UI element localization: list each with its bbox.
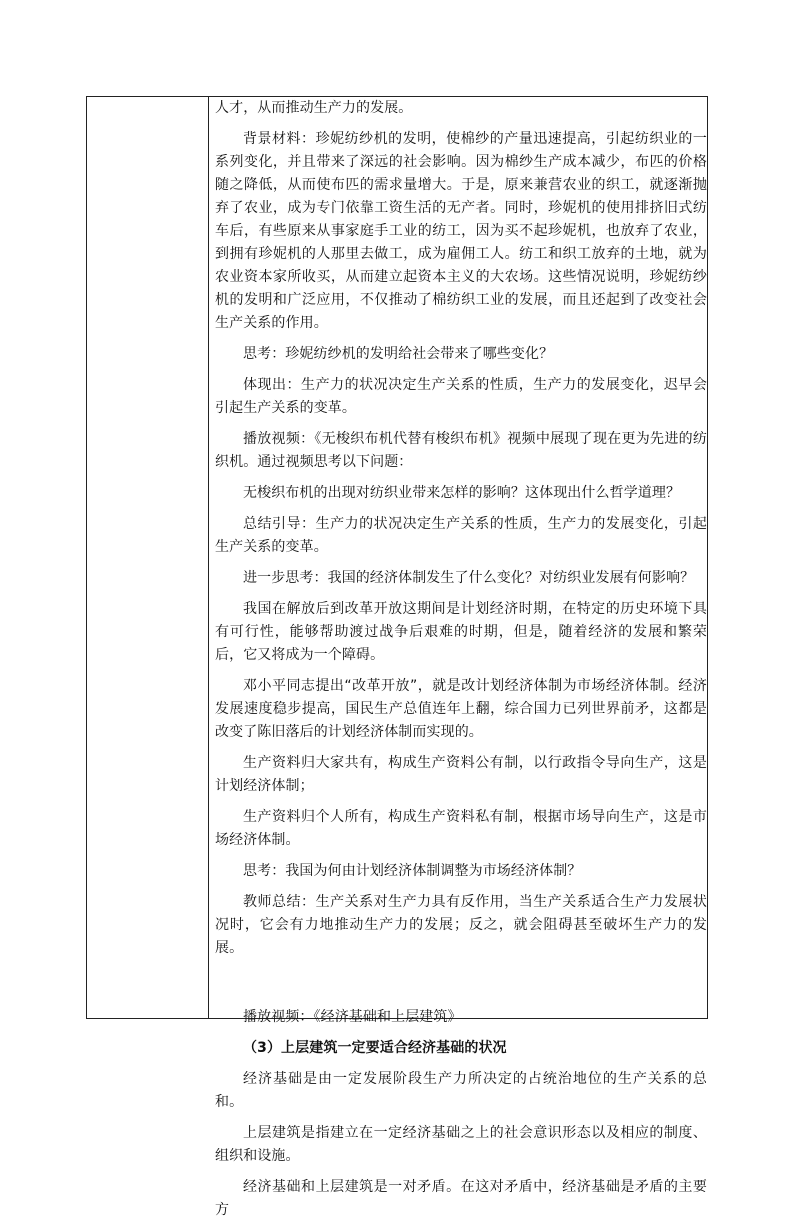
paragraph: 我国在解放后到改革开放这期间是计划经济时期，在特定的历史环境下具有可行性，能够帮助渡过战争后艰难的时期，但是，随着经济的发展和繁荣后，它又将成为一个障碍。 <box>215 601 707 663</box>
column-divider <box>208 97 209 1018</box>
paragraph: 思考：我国为何由计划经济体制调整为市场经济体制？ <box>243 863 582 879</box>
paragraph: 无梭织布机的出现对纺织业带来怎样的影响？这体现出什么哲学道理？ <box>243 485 681 501</box>
paragraph: 体现出：生产力的状况决定生产关系的性质，生产力的发展变化，迟早会引起生产关系的变革。 <box>215 377 707 416</box>
paragraph: 教师总结：生产关系对生产力具有反作用，当生产关系适合生产力发展状况时，它会有力地推动生产力的发展；反之，就会阻碍甚至破坏生产力的发展。 <box>215 894 707 956</box>
paragraph: 背景材料：珍妮纺纱机的发明，使棉纱的产量迅速提高，引起纺织业的一系列变化，并且带来了深远的社会影响。因为棉纱生产成本减少，布匹的价格随之降低，从而使布匹的需求量增大。于是，原来兼营农业的织工，就逐渐抛弃了农业，成为专门依靠工资生活的无产者。同时，珍妮机的使用排挤旧式纺车后，有些原来从事家庭手工业的纺工，因为买不起珍妮机，也放弃了农业，到拥有珍妮机的人那里去做工，成为雇佣工人。纺工和织工放弃的土地，就为农业资本家所收买，从而建立起资本主义的大农场。这些情况说明，珍妮纺纱机的发明和广泛应用，不仅推动了棉纺织工业的发展，而且还起到了改变社会生产关系的作用。 <box>215 131 707 331</box>
paragraph: 播放视频：《经济基础和上层建筑》 <box>243 1009 462 1025</box>
paragraph: 进一步思考：我国的经济体制发生了什么变化？对纺织业发展有何影响？ <box>243 570 695 586</box>
paragraph: 人才，从而推动生产力的发展。 <box>215 100 413 116</box>
paragraph: 生产资料归个人所有，构成生产资料私有制，根据市场导向生产，这是市场经济体制。 <box>215 809 707 848</box>
paragraph: 总结引导：生产力的状况决定生产关系的性质，生产力的发展变化，引起生产关系的变革。 <box>215 516 707 555</box>
paragraph: 思考：珍妮纺纱机的发明给社会带来了哪些变化？ <box>243 346 554 362</box>
paragraph: 邓小平同志提出“改革开放”，就是改计划经济体制为市场经济体制。经济发展速度稳步提高，国民生产总值连年上翻，综合国力已列世界前矛，这都是改变了陈旧落后的计划经济体制而实现的。 <box>215 678 707 740</box>
lesson-content-cell <box>215 97 707 1230</box>
paragraph: 生产资料归大家共有，构成生产资料公有制，以行政指令导向生产，这是计划经济体制； <box>215 755 707 794</box>
paragraph: 播放视频：《无梭织布机代替有梭织布机》视频中展现了现在更为先进的纺织机。通过视频思考以下问题： <box>215 431 707 470</box>
lesson-table <box>86 96 708 1218</box>
paragraph: 经济基础和上层建筑是一对矛盾。在这对矛盾中，经济基础是矛盾的主要方 <box>215 1179 707 1218</box>
paragraph: 经济基础是由一定发展阶段生产力所决定的占统治地位的生产关系的总和。 <box>215 1071 707 1110</box>
paragraph: 上层建筑是指建立在一定经济基础之上的社会意识形态以及相应的制度、组织和设施。 <box>215 1125 707 1164</box>
paragraph <box>215 968 707 1006</box>
section-heading: （3）上层建筑一定要适合经济基础的状况 <box>243 1040 507 1056</box>
